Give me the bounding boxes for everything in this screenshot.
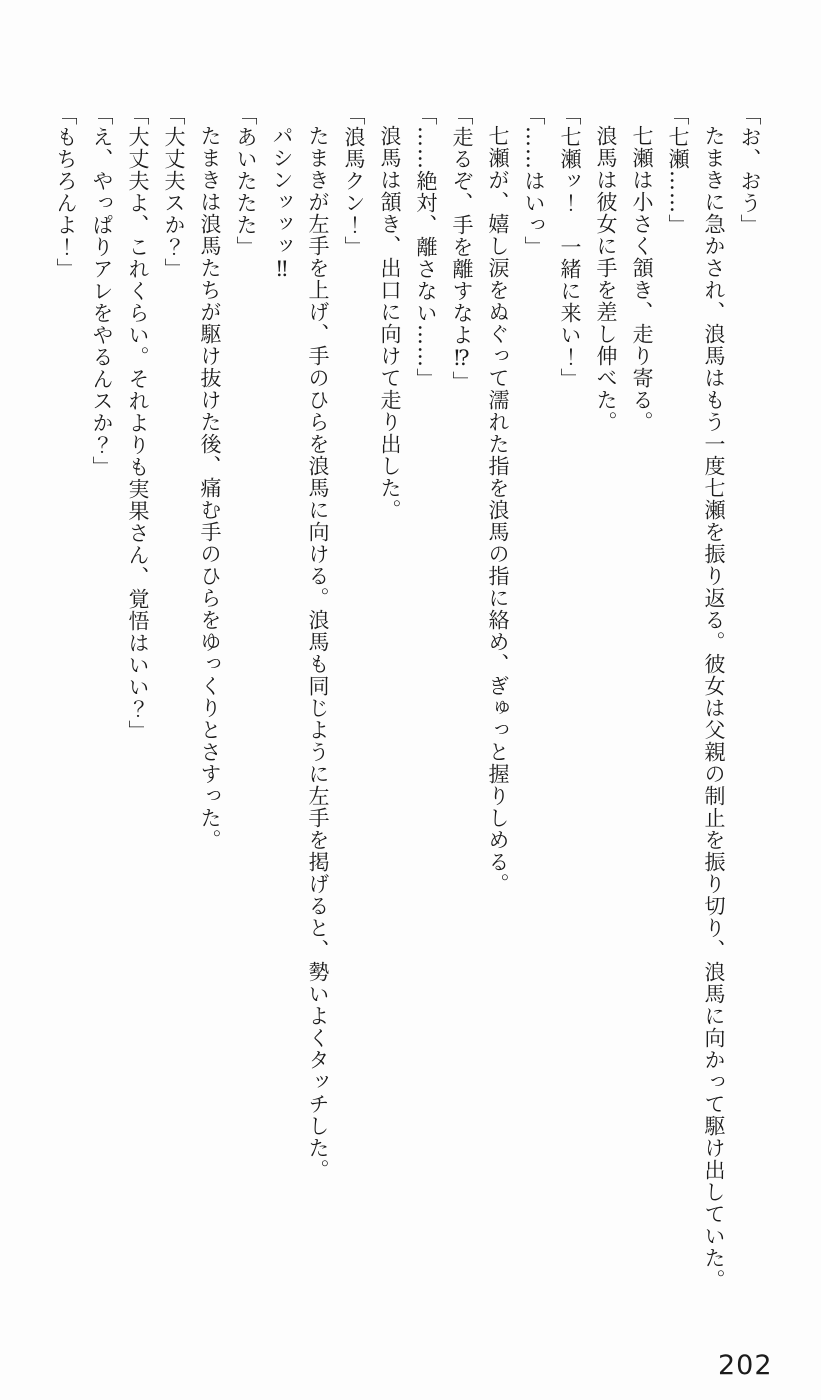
paragraph: 「お、おう」 — [738, 104, 762, 236]
paragraph: 七瀬が、嬉し涙をぬぐって濡れた指を浪馬の指に絡め、ぎゅっと握りしめる。 — [486, 125, 510, 895]
paragraph: 「……はいっ」 — [522, 104, 546, 258]
paragraph: 「浪馬クン！」 — [342, 104, 366, 258]
paragraph: 「走るぞ、手を離すなよ⁉」 — [450, 104, 474, 393]
paragraph: 「あいたたた」 — [234, 104, 258, 258]
paragraph: たまきが左手を上げ、手のひらを浪馬に向ける。浪馬も同じように左手を掲げると、勢いよくタッチした。 — [306, 125, 330, 1181]
paragraph: たまきは浪馬たちが駆け抜けた後、痛む手のひらをゆっくりとさすった。 — [198, 125, 222, 851]
paragraph: 「七瀬……」 — [666, 104, 690, 236]
paragraph: 「え、やっぱりアレをやるんスか？」 — [90, 104, 114, 478]
paragraph: 「大丈夫スか？」 — [162, 104, 186, 280]
paragraph: パシンッッッ‼ — [270, 125, 294, 282]
paragraph: 「七瀬ッ！ 一緒に来い！」 — [558, 104, 582, 390]
paragraph: たまきに急かされ、浪馬はもう一度七瀬を振り返る。彼女は父親の制止を振り切り、浪馬に向かって駆け出していた。 — [702, 125, 726, 1291]
paragraph: 「もちろんよ！」 — [54, 104, 78, 280]
paragraph: 「……絶対、離さない……」 — [414, 104, 438, 390]
vertical-text-area — [46, 104, 768, 1309]
paragraph: 浪馬は頷き、出口に向けて走り出した。 — [378, 125, 402, 521]
paragraph: 「大丈夫よ、これくらい。それよりも実果さん、覚悟はいい？」 — [126, 104, 150, 742]
paragraph: 浪馬は彼女に手を差し伸べた。 — [594, 125, 618, 433]
paragraph: 七瀬は小さく頷き、走り寄る。 — [630, 125, 654, 433]
page-number: 202 — [718, 1350, 773, 1381]
